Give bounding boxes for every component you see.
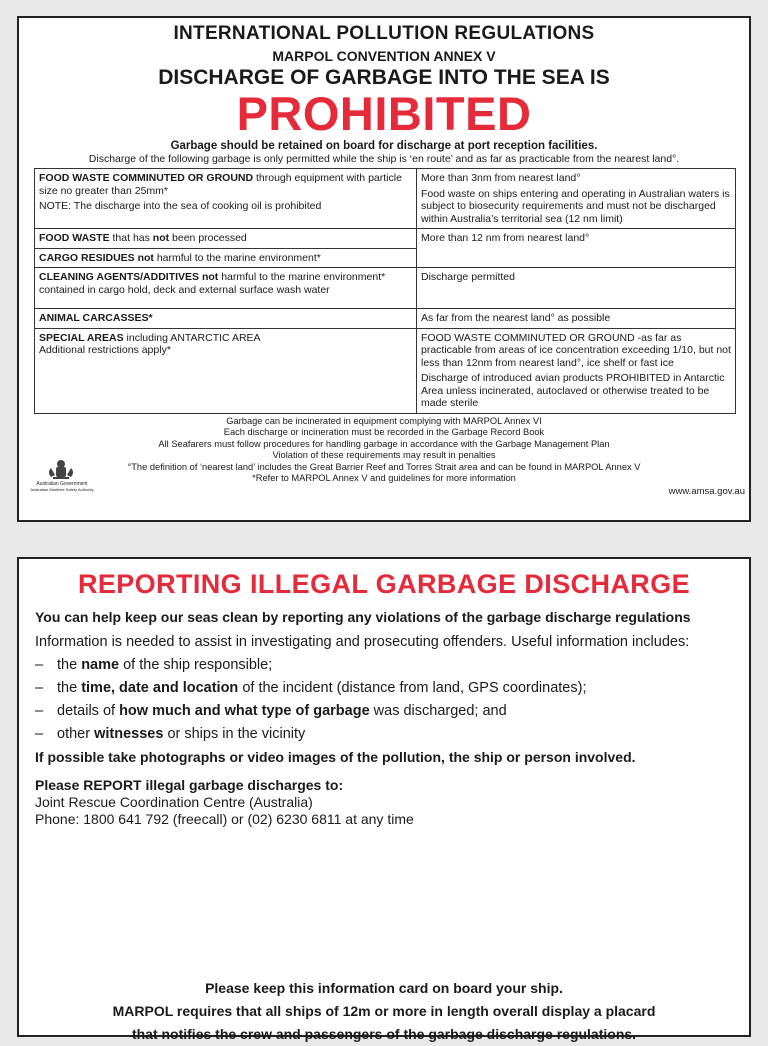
table-cell: As far from the nearest land° as possible <box>417 309 736 329</box>
table-cell: FOOD WASTE COMMINUTED OR GROUND through equipment with particle size no greater than 25mm* NOTE: The discharge into the sea of cooking oil is prohibited <box>35 169 417 229</box>
table-row <box>35 309 736 329</box>
reporting-title: REPORTING ILLEGAL GARBAGE DISCHARGE <box>77 569 691 599</box>
penalties-line: Violation of these requirements may result in penalties <box>272 450 496 460</box>
report-to-label: Please REPORT illegal garbage discharges to: <box>35 777 344 793</box>
table-cell: More than 3nm from nearest land° Food waste on ships entering and operating in Australian waters is subject to biosecurity requirements and must not be discharged within Australia’s territorial sea (12 nm limit) <box>417 169 736 229</box>
footer-line: *Refer to MARPOL Annex V and guidelines for more information <box>252 473 516 483</box>
table-cell: ANIMAL CARCASSES* <box>35 309 417 329</box>
rescue-centre: Joint Rescue Coordination Centre (Australia) <box>35 794 313 810</box>
table-cell: Discharge permitted <box>417 268 736 309</box>
table-cell: FOOD WASTE that has not been processed <box>35 229 417 249</box>
footer-line: Each discharge or incineration must be recorded in the Garbage Record Book <box>223 427 545 437</box>
footer-line: Garbage can be incinerated in equipment complying with MARPOL Annex VI <box>226 415 542 426</box>
reporting-card <box>17 557 751 1042</box>
requires-note: that notifies the crew and passengers of the garbage discharge regulations. <box>131 1026 637 1042</box>
phone-line[interactable]: Phone: 1800 641 792 (freecall) or (02) 6230 6811 at any time <box>35 811 414 827</box>
footer-line: °The definition of ‘nearest land’ includes the Great Barrier Reef and Torres Strait area and can be found in MARPOL Annex V <box>127 461 641 472</box>
table-cell: CLEANING AGENTS/ADDITIVES not harmful to the marine environment* contained in cargo hold, deck and external surface wash water <box>35 268 417 309</box>
info-list <box>35 654 733 746</box>
requires-note: MARPOL requires that all ships of 12m or more in length overall display a placard <box>112 1003 656 1019</box>
photos-note: If possible take photographs or video images of the pollution, the ship or person involved. <box>35 749 636 765</box>
list-item: – the time, date and location of the incident (distance from land, GPS coordinates); <box>35 677 733 700</box>
logo-text: Australian Government <box>36 480 88 487</box>
table-row <box>35 229 736 249</box>
table-row <box>35 169 736 229</box>
placard-footer <box>19 415 749 497</box>
list-item: – the name of the ship responsible; <box>35 654 733 677</box>
prohibited-heading: PROHIBITED <box>236 87 532 140</box>
discharge-table <box>34 168 736 414</box>
amsa-url[interactable]: www.amsa.gov.au <box>668 485 745 497</box>
list-item: – details of how much and what type of garbage was discharged; and <box>35 700 733 723</box>
table-row <box>35 268 736 309</box>
reporting-intro: You can help keep our seas clean by reporting any violations of the garbage discharge regulations <box>35 609 691 625</box>
placard-headline: DISCHARGE OF GARBAGE INTO THE SEA IS <box>158 66 610 89</box>
card-footer <box>19 977 749 1046</box>
info-text: Information is needed to assist in investigating and prosecuting offenders. Useful information includes: <box>35 634 690 650</box>
table-row <box>35 328 736 413</box>
table-cell: FOOD WASTE COMMINUTED OR GROUND -as far as practicable from areas of ice concentration exceeding 1/10, but not less than 12nm from nearest land°, ice shelf or fast ice Discharge of introduced avian products PROHIBITED in Antarctic Area unless incinerated, autoclaved or otherwise treated to be made sterile <box>417 328 736 413</box>
placard-title: INTERNATIONAL POLLUTION REGULATIONS <box>173 23 595 44</box>
marpol-placard <box>17 16 751 522</box>
logo-text: Australian Maritime Safety Authority <box>30 486 94 492</box>
retain-note: Garbage should be retained on board for discharge at port reception facilities. <box>170 140 598 152</box>
keep-note: Please keep this information card on board your ship. <box>205 980 563 996</box>
table-cell: SPECIAL AREAS including ANTARCTIC AREA Additional restrictions apply* <box>35 328 417 413</box>
australian-government-logo <box>23 458 101 494</box>
table-cell: More than 12 nm from nearest land° <box>417 229 736 268</box>
list-item: – other witnesses or ships in the vicinity <box>35 723 733 746</box>
footer-line: All Seafarers must follow procedures for handling garbage in accordance with the Garbage Management Plan <box>158 438 610 449</box>
placard-convention: MARPOL CONVENTION ANNEX V <box>272 48 496 64</box>
enroute-note: Discharge of the following garbage is only permitted while the ship is ‘en route’ and as far as practicable from the nearest land°. <box>88 153 680 165</box>
table-cell: CARGO RESIDUES not harmful to the marine environment* <box>35 248 417 268</box>
